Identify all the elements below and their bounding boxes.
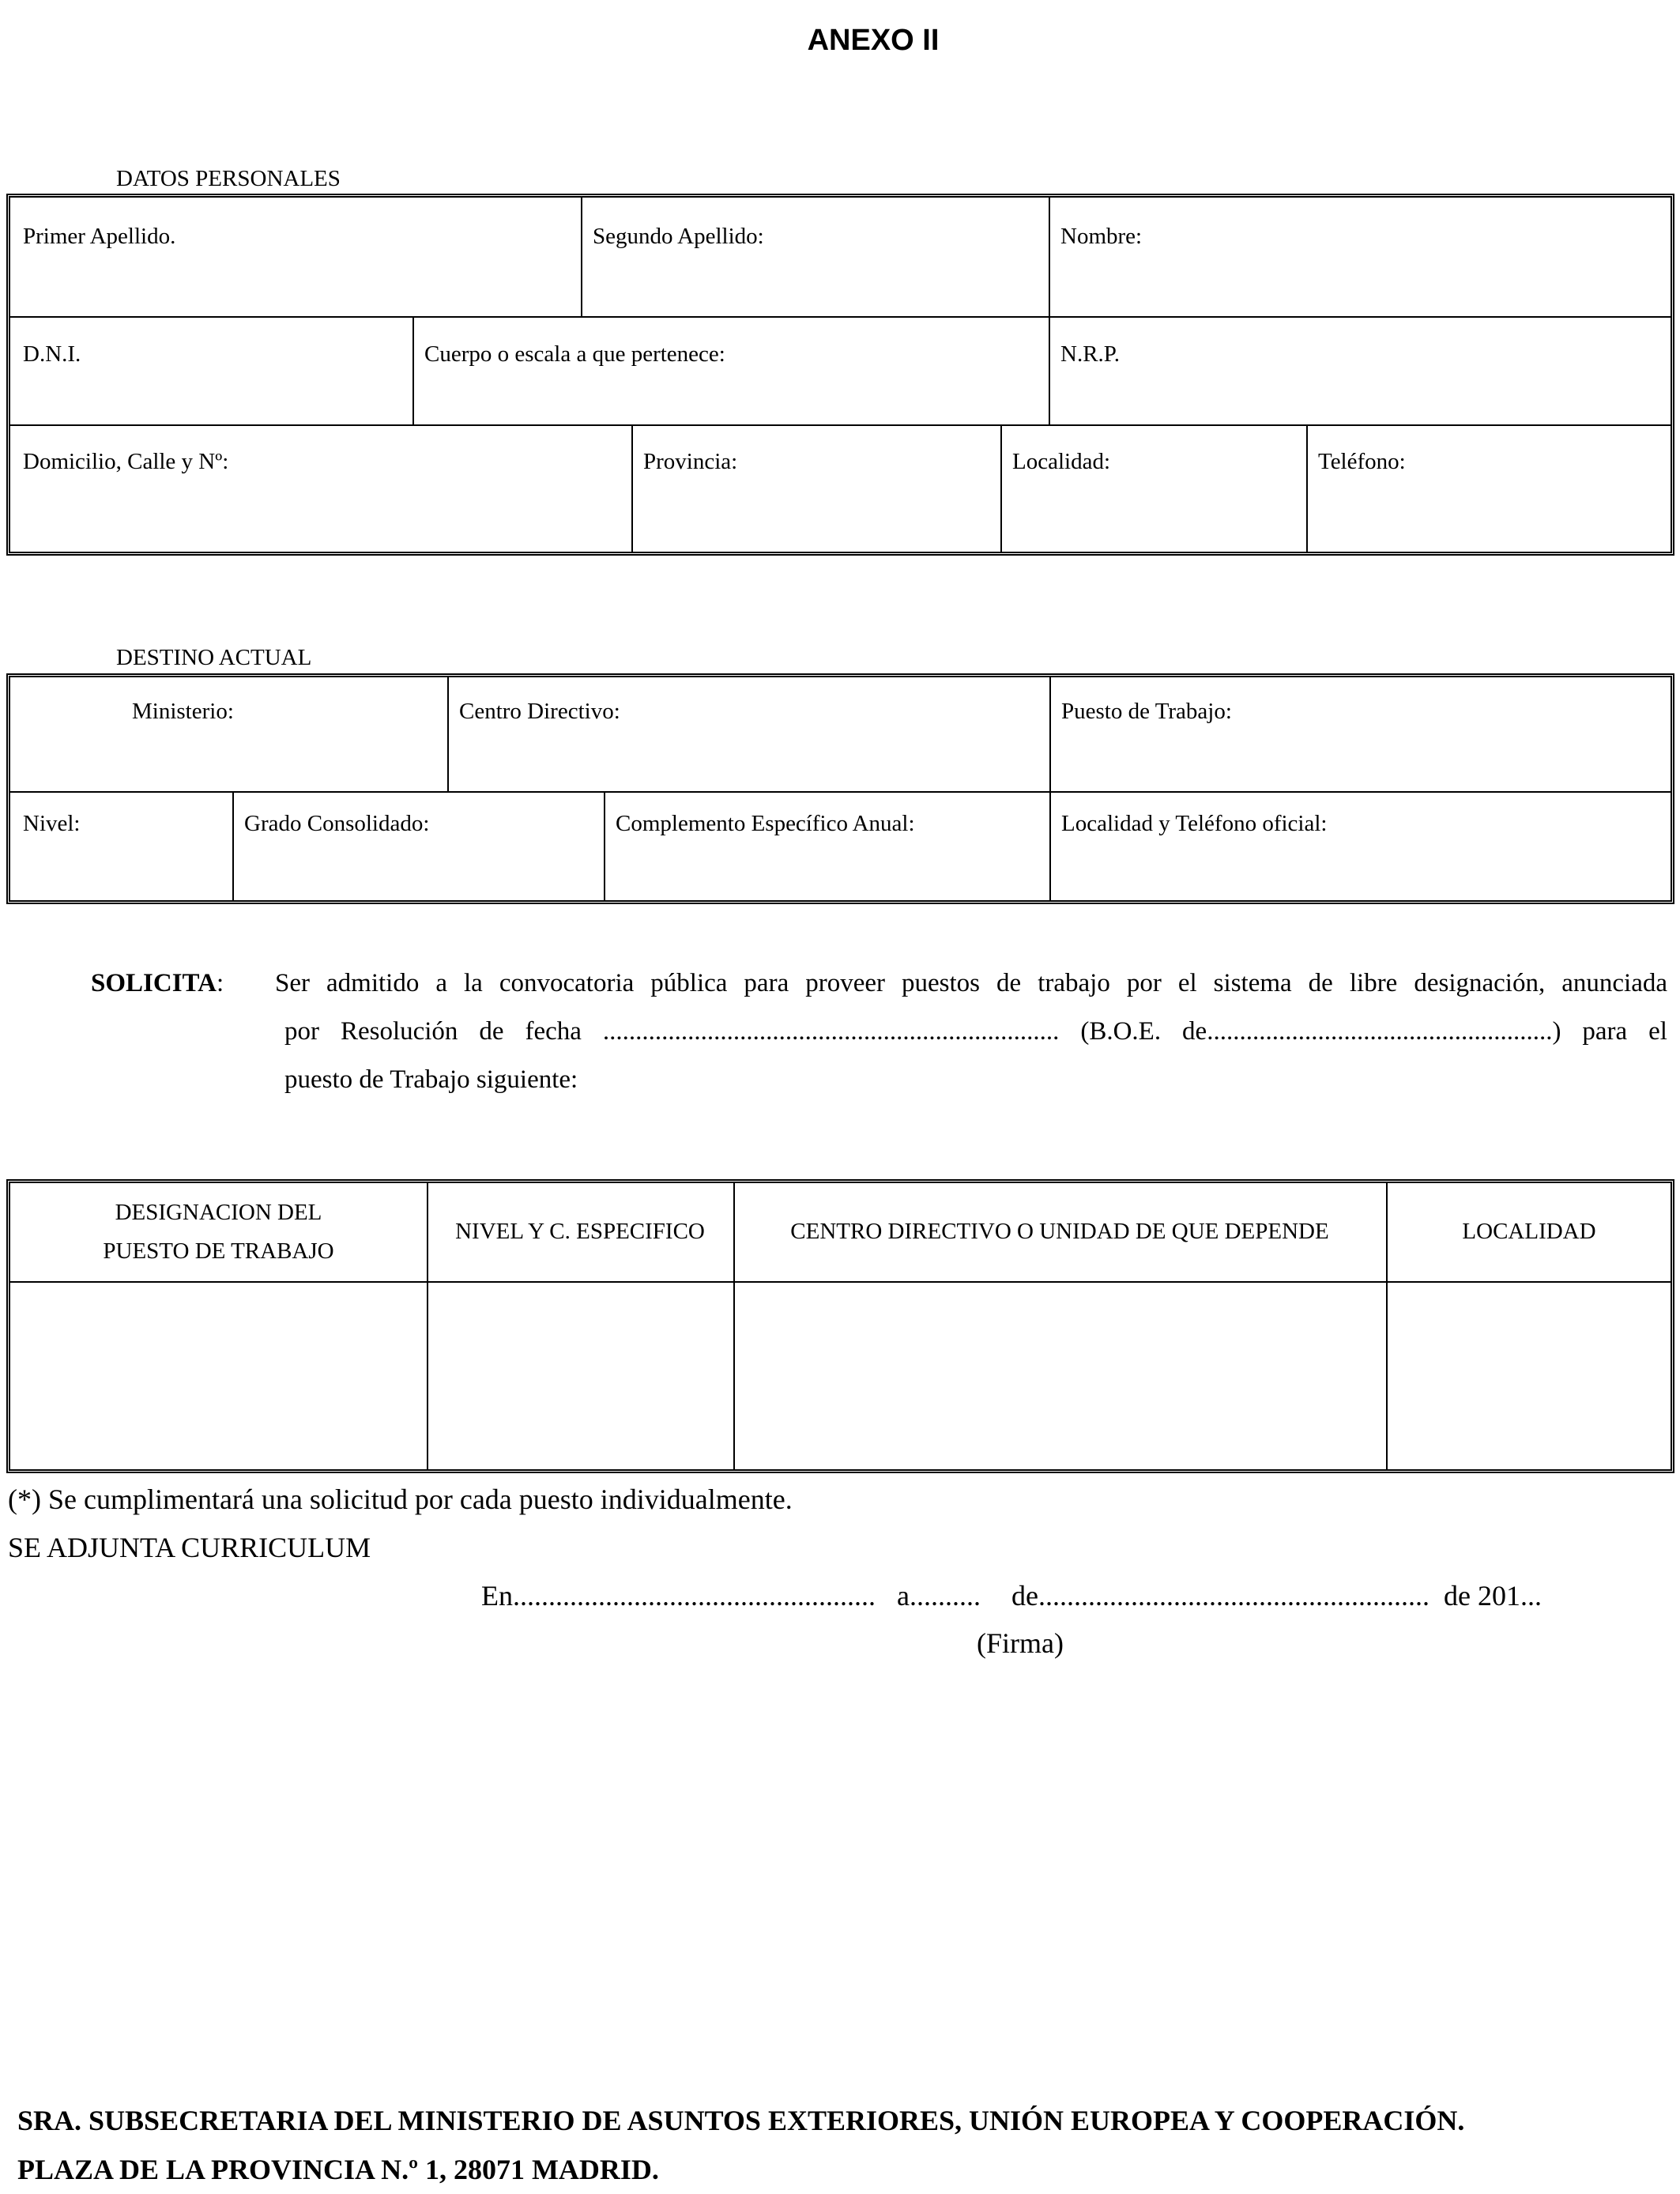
domicilio-field[interactable]: Domicilio, Calle y Nº: bbox=[23, 449, 229, 474]
datos-personales-table bbox=[6, 194, 1674, 556]
signature-place-blank[interactable]: En................................................... bbox=[481, 1580, 876, 1612]
puesto-trabajo-field[interactable]: Puesto de Trabajo: bbox=[1061, 699, 1232, 724]
solicita-line-1: Ser admitido a la convocatoria pública para proveer puestos de trabajo por el sistema de libre designación, anunciada bbox=[275, 969, 1667, 997]
addressee-line-2: PLAZA DE LA PROVINCIA N.º 1, 28071 MADRID. bbox=[17, 2154, 659, 2185]
page-title: ANEXO II bbox=[807, 24, 940, 57]
solicita-label bbox=[91, 959, 224, 1008]
nivel-input-cell[interactable] bbox=[429, 1284, 732, 1468]
localidad-telefono-oficial-field[interactable]: Localidad y Teléfono oficial: bbox=[1061, 811, 1328, 836]
datos-personales-label: DATOS PERSONALES bbox=[116, 166, 341, 191]
firma-label: (Firma) bbox=[977, 1627, 1064, 1659]
centro-directivo-field[interactable]: Centro Directivo: bbox=[459, 699, 620, 724]
header-designacion-line2: PUESTO DE TRABAJO bbox=[103, 1238, 334, 1264]
note-text: (*) Se cumplimentará una solicitud por cada puesto individualmente. bbox=[8, 1483, 793, 1515]
telefono-field[interactable]: Teléfono: bbox=[1318, 449, 1406, 474]
solicita-label-text: SOLICITA bbox=[91, 969, 217, 997]
solicita-word: el bbox=[1648, 1017, 1667, 1046]
solicita-word: de bbox=[479, 1017, 504, 1046]
primer-apellido-field[interactable]: Primer Apellido. bbox=[23, 224, 176, 249]
header-localidad: LOCALIDAD bbox=[1462, 1219, 1596, 1244]
solicita-line-3: puesto de Trabajo siguiente: bbox=[284, 1065, 578, 1094]
localidad-field[interactable]: Localidad: bbox=[1012, 449, 1111, 474]
header-nivel: NIVEL Y C. ESPECIFICO bbox=[455, 1219, 705, 1244]
solicita-word: por bbox=[284, 1017, 319, 1046]
signature-year-blank[interactable]: de 201... bbox=[1444, 1580, 1542, 1612]
signature-month-blank[interactable]: de....................................................... bbox=[1011, 1580, 1430, 1612]
provincia-field[interactable]: Provincia: bbox=[643, 449, 738, 474]
adjunta-curriculum-text: SE ADJUNTA CURRICULUM bbox=[8, 1532, 371, 1563]
destino-actual-label: DESTINO ACTUAL bbox=[116, 645, 312, 670]
cuerpo-escala-field[interactable]: Cuerpo o escala a que pertenece: bbox=[424, 341, 725, 367]
designacion-input-cell[interactable] bbox=[12, 1284, 425, 1468]
localidad-input-cell[interactable] bbox=[1388, 1284, 1669, 1468]
header-designacion-line1: DESIGNACION DEL bbox=[115, 1200, 322, 1225]
signature-day-blank[interactable]: a.......... bbox=[897, 1580, 981, 1612]
complemento-especifico-field[interactable]: Complemento Específico Anual: bbox=[616, 811, 915, 836]
addressee-line-1: SRA. SUBSECRETARIA DEL MINISTERIO DE ASUNTOS EXTERIORES, UNIÓN EUROPEA Y COOPERACIÓN. bbox=[17, 2105, 1465, 2136]
centro-directivo-input-cell[interactable] bbox=[736, 1284, 1384, 1468]
segundo-apellido-field[interactable]: Segundo Apellido: bbox=[593, 224, 764, 249]
header-designacion bbox=[10, 1193, 427, 1271]
destino-actual-table bbox=[6, 673, 1674, 904]
nombre-field[interactable]: Nombre: bbox=[1060, 224, 1143, 249]
ministerio-field[interactable]: Ministerio: bbox=[132, 699, 234, 724]
header-centro-directivo: CENTRO DIRECTIVO O UNIDAD DE QUE DEPENDE bbox=[790, 1219, 1329, 1244]
puestos-table bbox=[6, 1179, 1674, 1473]
solicita-colon: : bbox=[216, 969, 224, 997]
boe-date-blank[interactable]: de.....................................................) bbox=[1182, 1017, 1561, 1046]
grado-consolidado-field[interactable]: Grado Consolidado: bbox=[244, 811, 430, 836]
solicita-word: (B.O.E. bbox=[1080, 1017, 1162, 1046]
solicita-line-2 bbox=[284, 1008, 1667, 1056]
resolucion-fecha-blank[interactable]: ...................................................................... bbox=[602, 1017, 1060, 1046]
solicita-word: Resolución bbox=[340, 1017, 458, 1046]
nivel-field[interactable]: Nivel: bbox=[23, 811, 81, 836]
solicita-word: fecha bbox=[525, 1017, 582, 1046]
dni-field[interactable]: D.N.I. bbox=[23, 341, 81, 367]
solicita-word: para bbox=[1582, 1017, 1628, 1046]
nrp-field[interactable]: N.R.P. bbox=[1060, 341, 1120, 367]
